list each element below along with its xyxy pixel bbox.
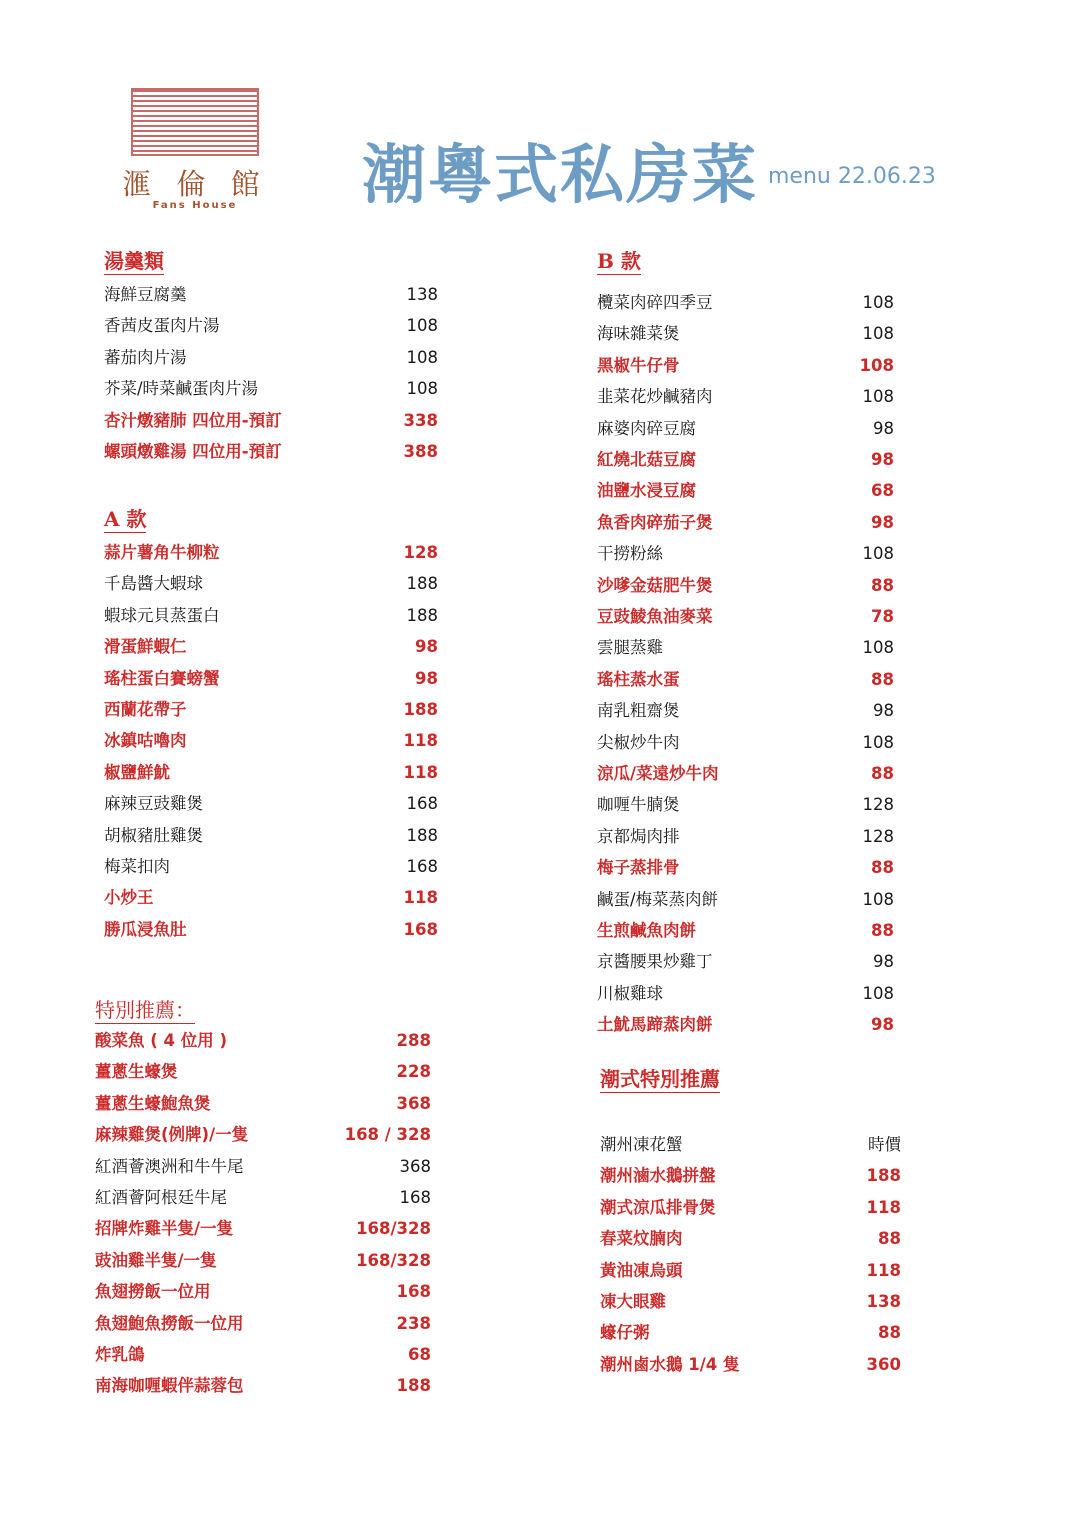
menu-item-name: 潮州滷水鵝拼盤	[600, 1166, 716, 1186]
menu-item-name: 川椒雞球	[597, 983, 663, 1003]
menu-item	[104, 572, 438, 596]
menu-item-name: 冰鎮咕嚕肉	[104, 731, 187, 751]
menu-item-name: 胡椒豬肚雞煲	[104, 825, 203, 845]
menu-item-name: 涼瓜/菜遠炒牛肉	[597, 764, 719, 783]
menu-item	[95, 1249, 431, 1273]
menu-item-price: 188	[396, 1376, 431, 1396]
menu-item	[597, 888, 894, 912]
menu-item-name: 黑椒牛仔骨	[597, 355, 680, 375]
menu-item-name: 小炒王	[104, 888, 154, 908]
menu-item	[95, 1186, 431, 1210]
menu-item-price: 78	[871, 607, 894, 626]
menu-item-name: 沙嗲金菇肥牛煲	[597, 575, 713, 595]
menu-item-price: 108	[862, 387, 894, 407]
menu-item	[95, 1060, 431, 1084]
menu-item-name: 瑤柱蛋白賽螃蟹	[104, 668, 220, 688]
menu-item	[95, 1155, 431, 1179]
menu-item	[600, 1164, 901, 1188]
menu-item-name: 潮州鹵水鵝 1/4 隻	[600, 1354, 740, 1374]
menu-item-price: 388	[403, 442, 438, 461]
menu-item-name: 魚翅鮑魚撈飯一位用	[95, 1313, 244, 1333]
menu-item-price: 108	[406, 316, 438, 336]
menu-item-price: 118	[403, 762, 438, 782]
logo-name-cn: 滙 倫 館	[122, 167, 268, 201]
menu-item-name: 薑蔥生蠔鮑魚煲	[95, 1093, 211, 1113]
menu-item-name: 蒜片薯角牛柳粒	[104, 543, 220, 562]
menu-item-price: 108	[406, 347, 438, 367]
menu-item-name: 春菜炆腩肉	[600, 1229, 683, 1249]
menu-item-price: 88	[871, 669, 894, 689]
menu-item-price: 168	[406, 857, 438, 876]
menu-item-price: 118	[403, 888, 438, 908]
menu-item-name: 欖菜肉碎四季豆	[597, 293, 713, 312]
menu-item	[104, 440, 438, 464]
menu-item-name: 瑤柱蒸水蛋	[597, 669, 680, 689]
menu-item-price: 188	[406, 825, 438, 845]
menu-item-name: 梅子蒸排骨	[597, 858, 680, 878]
menu-item-price: 88	[871, 921, 894, 940]
menu-item	[597, 856, 894, 880]
menu-item	[104, 635, 438, 659]
menu-item-price: 108	[862, 544, 894, 564]
menu-item-name: 千島醬大蝦球	[104, 574, 203, 594]
menu-item-name: 蝦球元貝蒸蛋白	[104, 605, 220, 625]
menu-item	[104, 855, 438, 879]
menu-item-name: 香茜皮蛋肉片湯	[104, 316, 220, 336]
menu-item-name: 尖椒炒牛肉	[597, 732, 680, 752]
menu-item-price: 118	[866, 1260, 901, 1280]
menu-item-price: 188	[866, 1166, 901, 1186]
section-title: 湯羹類	[104, 249, 164, 273]
page-title: 潮粵式私房菜	[362, 139, 758, 213]
menu-item-price: 118	[403, 731, 438, 751]
menu-item-price: 168	[396, 1282, 431, 1302]
menu-item-name: 招牌炸雞半隻/一隻	[95, 1219, 234, 1239]
menu-item	[104, 792, 438, 816]
menu-item	[104, 886, 438, 910]
menu-item-name: 海鮮豆腐羹	[104, 285, 187, 304]
menu-item-price: 338	[403, 410, 438, 430]
menu-item	[597, 1013, 894, 1037]
menu-item	[104, 283, 438, 307]
menu-item-name: 韭菜花炒鹹豬肉	[597, 387, 713, 407]
menu-item-price: 108	[859, 355, 894, 375]
section-title: A 款	[104, 507, 147, 531]
menu-item	[597, 950, 894, 974]
menu-item	[600, 1259, 901, 1283]
menu-item	[104, 698, 438, 722]
menu-item-price: 88	[871, 575, 894, 595]
menu-item-price: 88	[871, 764, 894, 783]
menu-item	[597, 448, 894, 472]
menu-item-price: 108	[406, 379, 438, 399]
menu-item-price: 68	[408, 1345, 431, 1364]
menu-item-price: 98	[871, 450, 894, 469]
menu-item-name: 芥菜/時菜鹹蛋肉片湯	[104, 379, 259, 399]
menu-item-name: 咖喱牛腩煲	[597, 795, 680, 815]
menu-item-name: 紅酒薈澳洲和牛牛尾	[95, 1156, 244, 1176]
menu-item	[600, 1227, 901, 1251]
menu-item	[597, 291, 894, 315]
menu-item	[95, 1280, 431, 1304]
menu-item	[104, 377, 438, 401]
menu-item	[597, 636, 894, 660]
menu-item-name: 西蘭花帶子	[104, 700, 187, 719]
menu-item-name: 凍大眼雞	[600, 1292, 666, 1311]
menu-item-name: 魚香肉碎茄子煲	[597, 512, 713, 532]
menu-item-name: 潮式涼瓜排骨煲	[600, 1197, 716, 1217]
menu-item-name: 麻辣豆豉雞煲	[104, 794, 203, 814]
menu-item	[597, 982, 894, 1006]
menu-item-name: 雲腿蒸雞	[597, 638, 663, 658]
menu-item-name: 生煎鹹魚肉餅	[597, 921, 696, 940]
menu-item	[597, 511, 894, 535]
menu-item-price: 168	[403, 919, 438, 939]
menu-item-name: 勝瓜浸魚肚	[104, 919, 187, 939]
menu-item	[597, 322, 894, 346]
menu-item	[104, 824, 438, 848]
menu-item-price: 88	[878, 1229, 901, 1249]
menu-item-price: 138	[406, 285, 438, 304]
menu-item	[600, 1196, 901, 1220]
menu-item-name: 蕃茄肉片湯	[104, 347, 187, 367]
menu-item	[597, 825, 894, 849]
menu-item	[104, 346, 438, 370]
menu-item	[600, 1321, 901, 1345]
menu-item	[597, 385, 894, 409]
menu-item-price: 138	[866, 1292, 901, 1311]
menu-item	[104, 604, 438, 628]
menu-item	[597, 919, 894, 943]
menu-item-price: 368	[396, 1093, 431, 1113]
menu-item	[597, 731, 894, 755]
menu-item	[95, 1092, 431, 1116]
menu-item	[597, 605, 894, 629]
menu-item	[597, 354, 894, 378]
menu-item-price: 188	[406, 574, 438, 594]
menu-item-price: 108	[862, 324, 894, 344]
menu-item-price: 98	[415, 668, 438, 688]
menu-item-name: 炸乳鴿	[95, 1345, 145, 1364]
menu-item-price: 98	[415, 637, 438, 657]
menu-item-price: 時價	[868, 1135, 901, 1154]
menu-item	[104, 409, 438, 433]
menu-item-price: 98	[871, 1015, 894, 1035]
menu-item-price: 368	[399, 1156, 431, 1176]
menu-item	[597, 417, 894, 441]
menu-item	[597, 793, 894, 817]
menu-item	[95, 1312, 431, 1336]
logo-emblem-icon	[131, 88, 259, 156]
menu-item-name: 豆豉鯪魚油麥菜	[597, 607, 713, 626]
menu-item-price: 188	[403, 700, 438, 719]
menu-item-price: 88	[871, 858, 894, 878]
menu-item-name: 麻婆肉碎豆腐	[597, 418, 696, 438]
menu-item-name: 蠔仔粥	[600, 1323, 650, 1343]
menu-item-name: 紅酒薈阿根廷牛尾	[95, 1188, 227, 1207]
menu-item-name: 干撈粉絲	[597, 544, 663, 564]
menu-item-price: 108	[862, 293, 894, 312]
menu-item-price: 98	[873, 418, 894, 438]
menu-item-name: 螺頭燉雞湯 四位用-預訂	[104, 442, 282, 461]
menu-item	[104, 314, 438, 338]
menu-item-name: 南乳粗齋煲	[597, 701, 680, 721]
section-title: 潮式特別推薦	[600, 1067, 720, 1091]
menu-item-name: 京醬腰果炒雞丁	[597, 952, 713, 972]
menu-item-price: 238	[396, 1313, 431, 1333]
menu-item-price: 168	[399, 1188, 431, 1207]
menu-item-name: 梅菜扣肉	[104, 857, 170, 876]
menu-item	[597, 479, 894, 503]
menu-item-name: 紅燒北菇豆腐	[597, 450, 696, 469]
menu-item-name: 魚翅撈飯一位用	[95, 1282, 211, 1302]
menu-item-price: 228	[396, 1062, 431, 1082]
menu-item-name: 黃油凍烏頭	[600, 1260, 683, 1280]
menu-item-price: 108	[862, 638, 894, 658]
menu-item	[597, 574, 894, 598]
menu-item-price: 98	[871, 512, 894, 532]
menu-item-price: 98	[873, 952, 894, 972]
menu-item	[95, 1217, 431, 1241]
menu-item	[95, 1123, 431, 1147]
menu-date: menu 22.06.23	[768, 164, 936, 189]
menu-item-price: 88	[878, 1323, 901, 1343]
menu-item	[600, 1353, 901, 1377]
menu-item-name: 油鹽水浸豆腐	[597, 481, 696, 501]
menu-item-name: 椒鹽鮮魷	[104, 762, 170, 782]
menu-item	[95, 1374, 431, 1398]
menu-item-name: 酸菜魚 ( 4 位用 )	[95, 1031, 228, 1050]
menu-item-price: 128	[862, 826, 894, 846]
menu-item-price: 128	[862, 795, 894, 815]
menu-item	[104, 729, 438, 753]
menu-item	[597, 668, 894, 692]
menu-item-price: 288	[396, 1031, 431, 1050]
menu-item-price: 360	[866, 1354, 901, 1374]
menu-item	[95, 1029, 431, 1053]
menu-item-price: 108	[862, 732, 894, 752]
menu-item-price: 108	[862, 889, 894, 909]
menu-item-price: 118	[866, 1197, 901, 1217]
section-title: B 款	[597, 249, 641, 273]
menu-item-name: 滑蛋鮮蝦仁	[104, 637, 187, 657]
menu-item-price: 68	[871, 481, 894, 501]
menu-item-name: 鹹蛋/梅菜蒸肉餅	[597, 889, 719, 909]
menu-item-name: 土魷馬蹄蒸肉餅	[597, 1015, 713, 1035]
menu-item-name: 豉油雞半隻/一隻	[95, 1250, 217, 1270]
menu-item-name: 麻辣雞煲(例牌)/一隻	[95, 1125, 249, 1145]
section-title: 特別推薦：	[95, 998, 195, 1022]
menu-item-name: 杏汁燉豬肺 四位用-預訂	[104, 410, 282, 430]
menu-item-price: 168 / 328	[344, 1125, 431, 1145]
menu-item-price: 168/328	[356, 1250, 431, 1270]
menu-item-price: 108	[862, 983, 894, 1003]
menu-item	[597, 542, 894, 566]
menu-item	[597, 762, 894, 786]
menu-item-name: 京都焗肉排	[597, 826, 680, 846]
logo-name-en: Fans House	[152, 200, 238, 211]
menu-item	[104, 761, 438, 785]
menu-item-price: 128	[403, 543, 438, 562]
menu-item	[600, 1290, 901, 1314]
menu-item	[600, 1133, 901, 1157]
menu-item	[104, 541, 438, 565]
menu-item-name: 潮州凍花蟹	[600, 1135, 683, 1154]
menu-item-price: 168/328	[356, 1219, 431, 1239]
menu-item-name: 薑蔥生蠔煲	[95, 1062, 178, 1082]
menu-item	[95, 1343, 431, 1367]
menu-item-price: 98	[873, 701, 894, 721]
menu-item	[104, 918, 438, 942]
menu-item	[597, 699, 894, 723]
menu-item-price: 188	[406, 605, 438, 625]
menu-item-price: 168	[406, 794, 438, 814]
menu-item-name: 南海咖喱蝦伴蒜蓉包	[95, 1376, 244, 1396]
menu-item	[104, 667, 438, 691]
menu-item-name: 海味雜菜煲	[597, 324, 680, 344]
